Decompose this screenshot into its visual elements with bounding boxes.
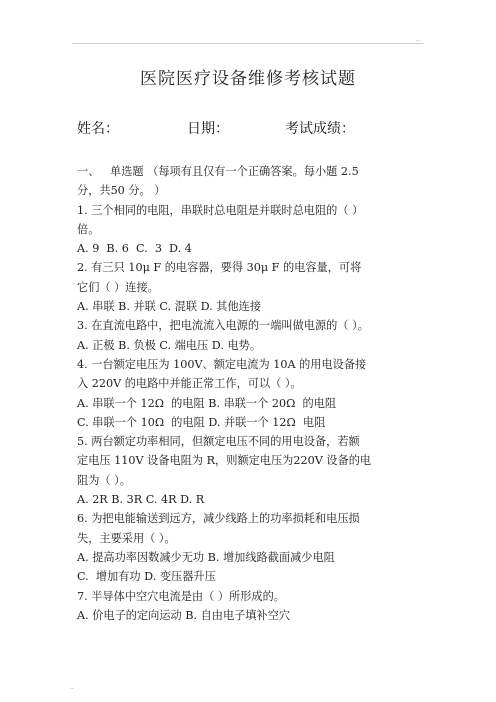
question-content	[77, 162, 425, 625]
text-line: C. 增加有功 D. 变压器升压	[77, 570, 216, 584]
text-line: 它们（ ）连接。	[77, 280, 159, 294]
text-line: 失，主要采用（ ）。	[77, 531, 176, 545]
text-line: A. 串联一个 12Ω 的电阻 B. 串联一个 20Ω 的电阻	[77, 396, 337, 410]
text-line: A. 价电子的定向运动 B. 自由电子填补空穴	[77, 608, 291, 622]
text-line: A. 正极 B. 负极 C. 端电压 D. 电势。	[77, 338, 262, 352]
text-line: A. 提高功率因数减少无功 B. 增加线路截面减少电阻	[77, 550, 335, 564]
text-line: 一、 单选题 （每项有且仅有一个正确答案。每小题 2.5	[77, 165, 359, 178]
date-label: 日期：	[187, 121, 229, 137]
text-line: 定电压 110V 设备电阻为 R，则额定电压为220V 设备的电	[77, 454, 372, 468]
text-line: 阻为（ ）。	[77, 473, 131, 487]
page-title: 医院医疗设备维修考核试题	[140, 69, 356, 89]
text-line: A. 2R B. 3R C. 4R D. R	[77, 493, 205, 507]
text-line: 7. 半导体中空穴电流是由（ ）所形成的。	[77, 589, 285, 603]
text-line: A. 9 B. 6 C. 3 D. 4	[77, 242, 192, 256]
text-line: 3. 在直流电路中，把电流流入电源的一端叫做电源的（ ）。	[77, 319, 369, 333]
text-line: 倍。	[77, 222, 100, 236]
exam-info-row	[77, 118, 417, 138]
footer-mark: ..	[70, 684, 74, 691]
text-line: A. 串联 B. 并联 C. 混联 D. 其他连接	[77, 300, 262, 314]
text-line: 5. 两台额定功率相同，但额定电压不同的用电设备，若额	[77, 435, 360, 449]
text-line: C. 串联一个 10Ω 的电阻 D. 并联一个 12Ω 电阻	[77, 415, 326, 429]
text-line: 1. 三个相同的电阻，串联时总电阻是并联时总电阻的（ ）	[77, 203, 364, 217]
text-line: 分，共50 分。 ）	[77, 184, 166, 198]
header-mark: ..	[416, 36, 420, 43]
text-line: 2. 有三只 10μ F 的电容器，要得 30μ F 的电容量，可将	[77, 261, 362, 275]
header-rule	[72, 43, 424, 44]
name-label: 姓名：	[77, 121, 119, 137]
text-line: 6. 为把电能输送到远方，减少线路上的功率损耗和电压损	[77, 512, 360, 526]
text-line: 入 220V 的电路中并能正常工作，可以（ ）。	[77, 377, 302, 391]
score-label: 考试成绩：	[285, 121, 355, 137]
text-line: 4. 一台额定电压为 100V、额定电流为 10A 的用电设备接	[77, 357, 367, 371]
